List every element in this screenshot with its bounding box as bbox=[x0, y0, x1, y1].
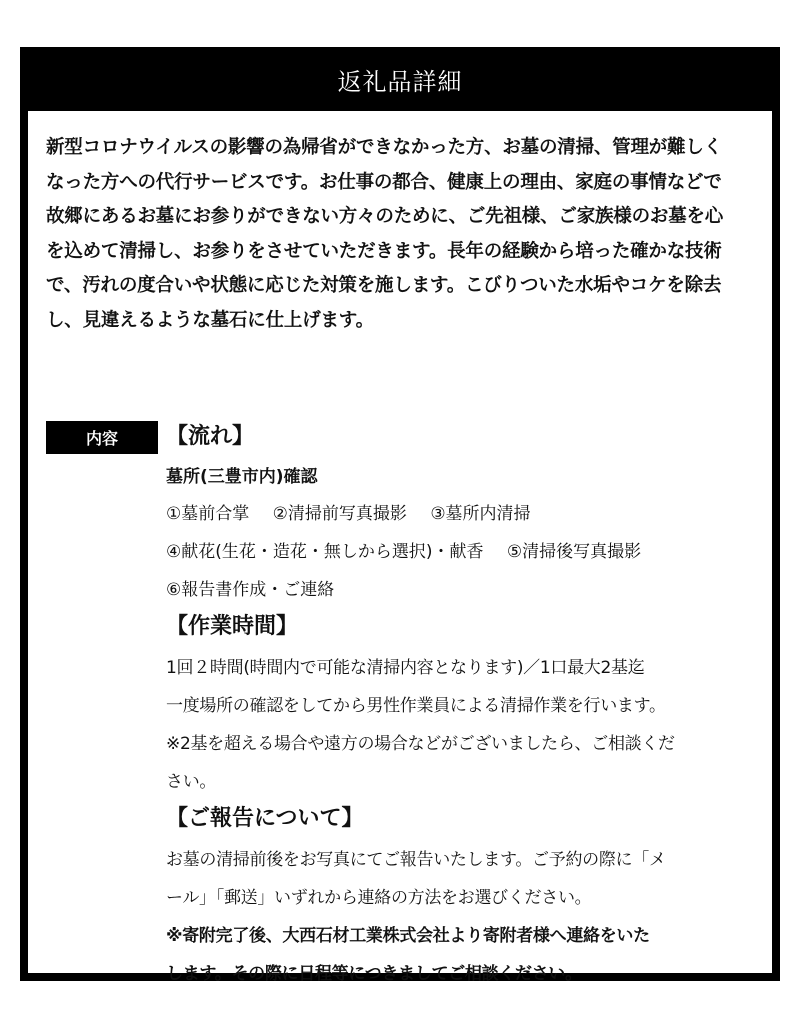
flow-step: ②清掃前写真撮影 bbox=[272, 504, 407, 524]
intro-line: 新型コロナウイルスの影響の為帰省ができなかった方、お墓の清掃、管理が難しく bbox=[46, 137, 722, 158]
flow-step: ①墓前合掌 bbox=[166, 504, 250, 524]
report-note-line: ※寄附完了後、大西石材工業株式会社より寄附者様へ連絡をいた bbox=[166, 926, 650, 946]
content-panel bbox=[28, 111, 772, 984]
flow-steps-row bbox=[166, 533, 766, 571]
intro-line: を込めて清掃し、お参りをさせていただきます。長年の経験から培った確かな技術 bbox=[46, 240, 722, 262]
intro-line: で、汚れの度合いや状態に応じた対策を施します。こびりついた水垢やコケを除去 bbox=[46, 275, 722, 296]
work-time-line: 1回２時間(時間内で可能な清掃内容となります)／1口最大2基迄 bbox=[166, 658, 645, 678]
report-line: お墓の清掃前後をお写真にてご報告いたします。ご予約の際に「メ bbox=[166, 850, 666, 870]
intro-line: なった方への代行サービスです。お仕事の都合、健康上の理由、家庭の事情などで bbox=[46, 171, 722, 193]
intro-paragraph bbox=[46, 131, 758, 338]
work-time-line: ※2基を超える場合や遠方の場合などがございましたら、ご相談くだ bbox=[166, 734, 675, 754]
flow-step: ④献花(生花・造花・無しから選択)・献香 bbox=[166, 542, 484, 562]
details-content bbox=[166, 419, 766, 993]
flow-steps-row bbox=[166, 495, 766, 533]
work-time-line: 一度場所の確認をしてから男性作業員による清掃作業を行います。 bbox=[166, 696, 666, 716]
detail-frame bbox=[20, 47, 780, 984]
intro-line: し、見違えるような墓石に仕上げます。 bbox=[46, 309, 374, 331]
header-title: 返礼品詳細 bbox=[337, 67, 463, 96]
flow-steps-row bbox=[166, 571, 766, 609]
header-bar bbox=[20, 47, 780, 111]
work-time-line: さい。 bbox=[166, 772, 217, 792]
intro-line: 故郷にあるお墓にお参りができない方々のために、ご先祖様、ご家族様のお墓を心 bbox=[46, 206, 724, 227]
flow-step: ③墓所内清掃 bbox=[430, 504, 531, 524]
report-note-line: します。その際に日程等につきましてご相談ください。 bbox=[166, 964, 582, 984]
work-time-heading: 【作業時間】 bbox=[166, 614, 299, 639]
flow-location: 墓所(三豊市内)確認 bbox=[166, 467, 318, 487]
flow-heading: 【流れ】 bbox=[166, 424, 255, 449]
flow-step: ⑥報告書作成・ご連絡 bbox=[166, 580, 335, 600]
content-label-tag: 内容 bbox=[46, 421, 158, 454]
report-line: ール」「郵送」いずれから連絡の方法をお選びください。 bbox=[166, 888, 592, 908]
report-heading: 【ご報告について】 bbox=[166, 806, 364, 831]
flow-step: ⑤清掃後写真撮影 bbox=[506, 542, 642, 562]
